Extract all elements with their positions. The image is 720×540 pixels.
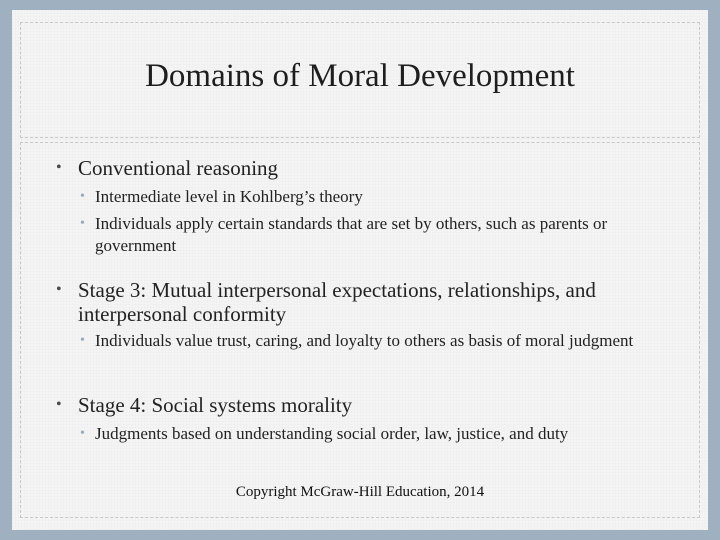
copyright-footer: Copyright McGraw-Hill Education, 2014 <box>235 484 485 500</box>
subpoint-standards <box>80 213 665 257</box>
subpoint-kohlberg <box>80 186 680 208</box>
bullet-stage-4 <box>56 393 686 417</box>
sub-bullet-dot-icon: • <box>80 189 85 204</box>
bullet-text: Conventional reasoning <box>78 156 279 180</box>
bullet-conventional-reasoning <box>56 156 686 180</box>
title-placeholder <box>20 22 700 138</box>
subpoint-trust <box>80 330 680 352</box>
bullet-dot-icon: • <box>56 396 62 413</box>
bullet-dot-icon: • <box>56 159 62 176</box>
subpoint-text: Judgments based on understanding social order, law, justice, and duty <box>95 424 569 443</box>
slide-title: Domains of Moral Development <box>145 57 575 94</box>
slide <box>12 10 708 530</box>
subpoint-text: Individuals value trust, caring, and loyalty to others as basis of moral judgment <box>95 331 634 350</box>
sub-bullet-dot-icon: • <box>80 333 85 348</box>
bullet-text: Stage 3: Mutual interpersonal expectations, relationships, and interpersonal conformity <box>78 278 596 326</box>
bullet-stage-3 <box>56 278 686 326</box>
subpoint-text: Individuals apply certain standards that are set by others, such as parents or government <box>95 214 608 255</box>
subpoint-text: Intermediate level in Kohlberg’s theory <box>95 187 363 206</box>
bullet-text: Stage 4: Social systems morality <box>78 393 353 417</box>
bullet-dot-icon: • <box>56 281 62 298</box>
sub-bullet-dot-icon: • <box>80 216 85 231</box>
sub-bullet-dot-icon: • <box>80 426 85 441</box>
subpoint-social-order <box>80 423 700 445</box>
